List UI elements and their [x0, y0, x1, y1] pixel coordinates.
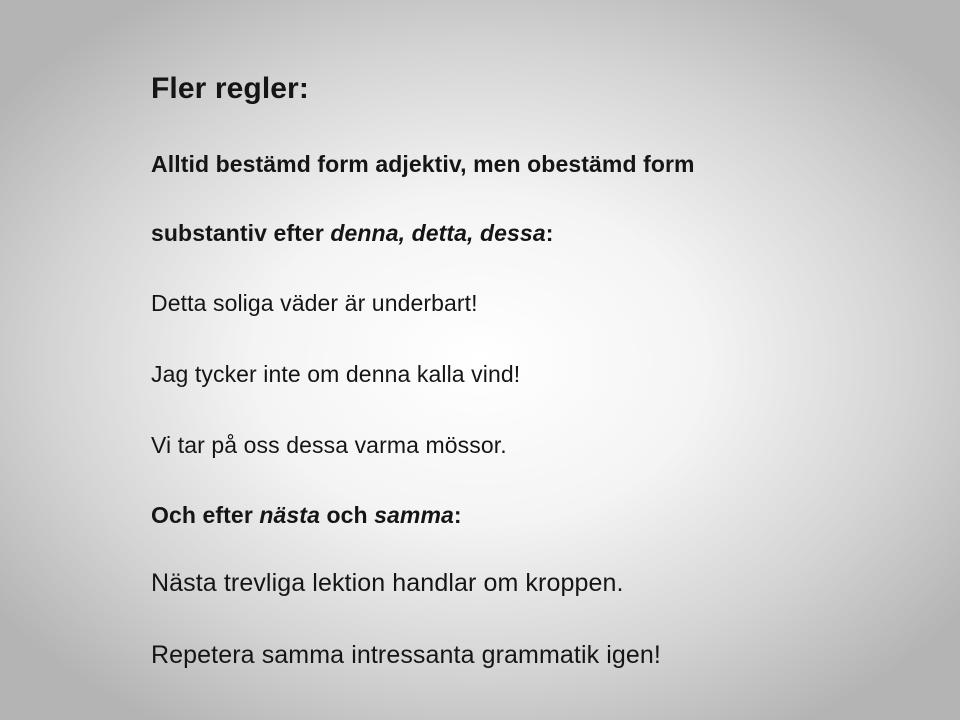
rule-line-1: Alltid bestämd form adjektiv, men obestämd form	[151, 151, 695, 177]
rule-line-3-prefix: Och efter	[151, 502, 260, 528]
rule-line-3-word-1: nästa	[259, 502, 320, 528]
example-sentence-3: Vi tar på oss dessa varma mössor.	[151, 432, 507, 458]
rule-line-3-suffix: :	[453, 502, 462, 528]
rule-line-3-word-2: samma	[374, 502, 454, 528]
rule-line-3	[151, 502, 462, 529]
rule-line-2-prefix: substantiv efter	[151, 220, 331, 246]
rule-line-2-suffix: :	[545, 220, 554, 246]
slide-title: Fler regler:	[151, 72, 309, 105]
example-sentence-1: Detta soliga väder är underbart!	[151, 290, 478, 316]
example-sentence-2: Jag tycker inte om denna kalla vind!	[151, 361, 521, 387]
example-sentence-5: Repetera samma intressanta grammatik igen!	[151, 641, 661, 669]
rule-line-3-middle: och	[319, 502, 375, 528]
example-sentence-4: Nästa trevliga lektion handlar om kroppen.	[151, 569, 624, 597]
rule-line-2-words: denna, detta, dessa	[330, 220, 546, 246]
rule-line-2	[151, 220, 553, 247]
